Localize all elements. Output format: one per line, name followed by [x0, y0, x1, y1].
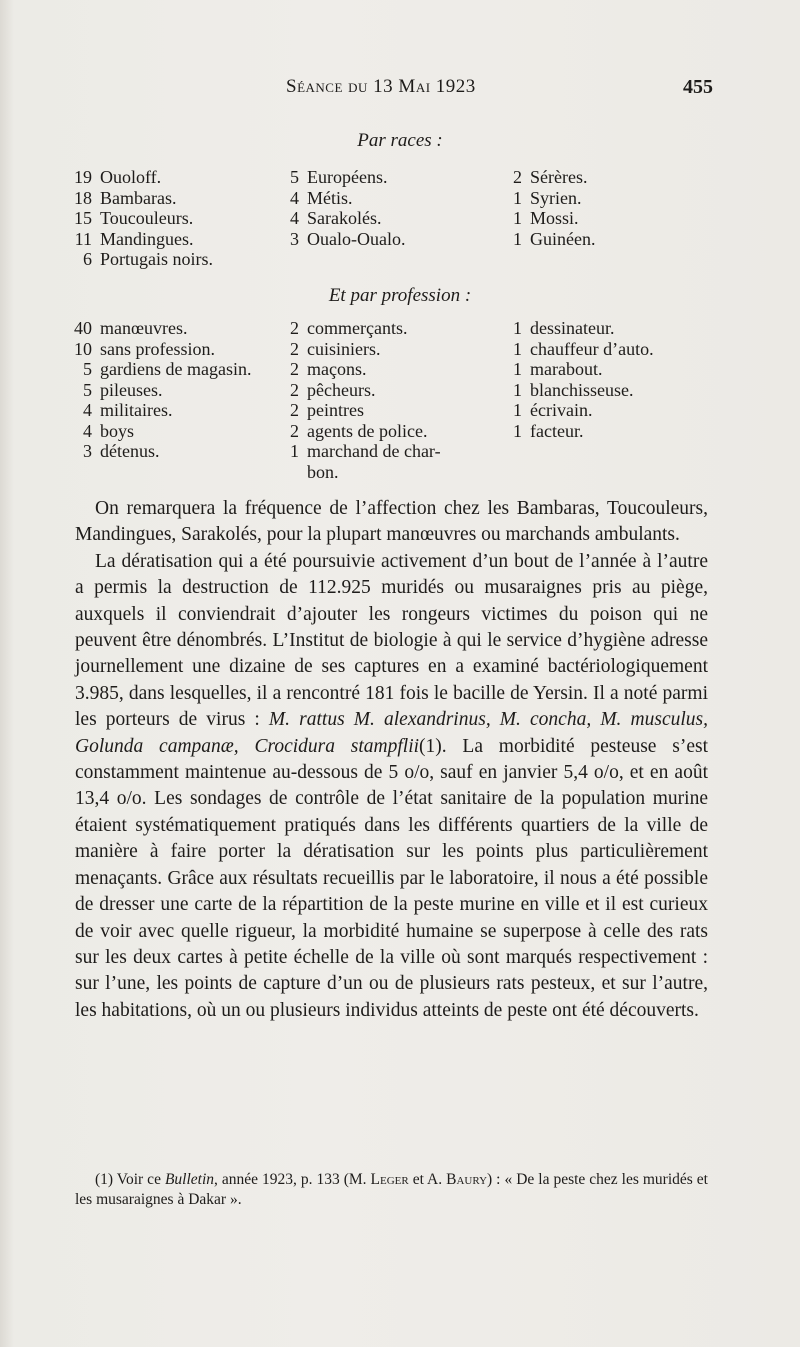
footnote-author-2: Baury [446, 1171, 488, 1188]
paragraph-1: On remarquera la fréquence de l’affection chez les Bambaras, Toucouleurs, Mandingues, Sarakolés, pour la plupart manœuvres ou marchands ambulants. [75, 498, 708, 546]
paragraph-2-part-a: La dératisation qui a été poursuivie activement d’un bout de l’année à l’autre a permis la destruction de 112.925 muridés ou musaraignes pris au piège, auxquels il conviendrait d’ajouter les rongeurs victimes du poison qui ne peuvent être dénombrés. L’Institut de biologie à qui le service d’hygiène adresse journellement une dizaine de ses captures en a examiné bactériologiquement 3.985, dans lesquelles, il a rencontré 181 fois le bacille de Yersin. Il a noté parmi les porteurs de virus : [75, 550, 708, 731]
list-item [277, 462, 441, 483]
item-label: Sérères. [530, 167, 588, 187]
list-item [70, 359, 251, 380]
item-label: Mandingues. [100, 228, 194, 249]
item-label: Oualo-Oualo. [307, 228, 406, 249]
list-item [70, 441, 251, 462]
item-count: 1 [513, 379, 522, 400]
list-item [277, 400, 441, 421]
races-column-1 [70, 167, 213, 270]
list-item [70, 249, 213, 270]
item-count: 2 [290, 400, 299, 420]
profession-heading: Et par profession : [328, 285, 472, 306]
item-count: 6 [83, 249, 92, 269]
item-label: Métis. [307, 187, 353, 208]
item-label: Sarakolés. [307, 208, 382, 228]
item-label: marabout. [530, 359, 603, 379]
page-number: 455 [683, 76, 713, 98]
list-item [277, 421, 441, 442]
list-item [70, 421, 251, 442]
item-label: Mossi. [530, 208, 579, 228]
item-count: 2 [290, 359, 299, 379]
species-list: M. rattus M. alexandrinus, M. concha, M. musculus, Golunda campanæ, Crocidura stampflii [75, 709, 708, 757]
races-column-3 [500, 167, 595, 249]
list-item [70, 339, 251, 360]
item-count: 5 [83, 359, 92, 379]
list-item [277, 380, 441, 401]
list-item [277, 167, 405, 188]
item-label: maçons. [307, 359, 367, 379]
races-column-2 [277, 167, 405, 249]
item-count: 5 [83, 379, 92, 400]
item-count: 3 [83, 441, 92, 461]
item-count: 10 [74, 338, 92, 359]
item-count: 15 [74, 208, 92, 228]
races-heading: Par races : [357, 130, 443, 151]
list-item [70, 380, 251, 401]
footnote-journal: Bulletin [164, 1171, 215, 1188]
item-label: gardiens de magasin. [100, 359, 252, 379]
item-count: 2 [290, 318, 299, 338]
item-label: boys [100, 420, 135, 441]
list-item [70, 188, 213, 209]
page-header [0, 76, 800, 106]
list-item [500, 380, 654, 401]
item-count: 40 [74, 318, 92, 338]
item-count: 4 [83, 400, 92, 420]
item-label: Portugais noirs. [100, 249, 214, 269]
item-label: dessinateur. [530, 318, 615, 338]
item-count: 1 [290, 441, 299, 461]
paragraph-2 [75, 549, 708, 1024]
running-title: Séance du 13 Mai 1923 [286, 76, 476, 97]
list-item [500, 400, 654, 421]
item-label: Bambaras. [100, 187, 177, 208]
list-item [277, 229, 405, 250]
list-item [70, 167, 213, 188]
footnote [75, 1170, 708, 1210]
item-label: Toucouleurs. [100, 208, 194, 228]
list-item [70, 318, 251, 339]
item-count: 1 [513, 359, 522, 379]
item-count: 1 [513, 338, 522, 359]
item-count: 2 [290, 379, 299, 400]
paragraph-2-part-b: (1). La morbidité pesteuse s’est constamment maintenue au-dessous de 5 o/o, sauf en janvier 5,4 o/o, et en août 13,4 o/o. Les sondages de contrôle de l’état sanitaire de la population murine étaient systématiquement pratiqués dans les différents quartiers de la ville de manière à faire porter la dératisation sur les points plus particulièrement menaçants. Grâce aux résultats recueillis par le laboratoire, il nous a été possible de dresser une carte de la répartition de la peste murine en ville et il est curieux de voir avec quelle rigueur, la morbidité humaine se superpose à celle des rats sur les deux cartes à petite échelle de la ville où sont marqués respectivement : sur l’une, les points de capture d’un ou de plusieurs rats pesteux, et sur l’autre, les habitations, où un ou plusieurs individus atteints de peste ont été découverts. [75, 735, 708, 1021]
list-item [500, 229, 595, 250]
list-item [70, 400, 251, 421]
item-count: 11 [74, 228, 92, 249]
list-item [277, 318, 441, 339]
item-label: sans profession. [100, 338, 215, 359]
item-label: manœuvres. [100, 318, 188, 338]
item-label: détenus. [100, 441, 160, 461]
list-item [277, 441, 441, 462]
list-item [70, 229, 213, 250]
item-count: 18 [74, 187, 92, 208]
footnote-text-c: et A. [408, 1171, 447, 1188]
item-label: agents de police. [307, 420, 428, 441]
list-item [277, 359, 441, 380]
item-label: bon. [307, 461, 339, 482]
item-count: 1 [513, 228, 522, 249]
item-count: 4 [83, 420, 92, 441]
item-label: marchand de char- [307, 441, 441, 461]
item-count: 1 [513, 318, 522, 338]
profession-column-1 [70, 318, 251, 462]
list-item [277, 208, 405, 229]
body-text [75, 496, 708, 1024]
list-item [70, 208, 213, 229]
item-count: 2 [290, 420, 299, 441]
list-item [500, 318, 654, 339]
item-count: 4 [290, 208, 299, 228]
item-count: 2 [513, 167, 522, 187]
list-item [500, 167, 595, 188]
item-label: pêcheurs. [307, 379, 376, 400]
item-label: Européens. [307, 167, 388, 187]
list-item [500, 208, 595, 229]
footnote-author-1: Leger [370, 1171, 409, 1188]
footnote-text-d: ) : « De la peste chez les muridés et les musaraignes à Dakar ». [75, 1171, 708, 1208]
item-count: 5 [290, 167, 299, 187]
list-item [500, 339, 654, 360]
item-count: 2 [290, 338, 299, 359]
item-label: écrivain. [530, 400, 593, 420]
list-item [277, 339, 441, 360]
item-label: blanchisseuse. [530, 379, 634, 400]
item-count: 4 [290, 187, 299, 208]
item-label: facteur. [530, 420, 584, 441]
item-label: militaires. [100, 400, 173, 420]
item-count: 19 [74, 167, 92, 187]
item-label: pileuses. [100, 379, 163, 400]
footnote-text-a: (1) Voir ce [95, 1171, 165, 1188]
item-label: Guinéen. [530, 228, 596, 249]
item-label: peintres [307, 400, 364, 420]
footnote-text-b: , année 1923, p. 133 (M. [214, 1171, 371, 1188]
list-item [500, 421, 654, 442]
item-count: 1 [513, 420, 522, 441]
item-label: Syrien. [530, 187, 582, 208]
profession-column-2 [277, 318, 441, 482]
item-label: cuisiniers. [307, 338, 381, 359]
item-label: Ouoloff. [100, 167, 162, 187]
list-item [500, 188, 595, 209]
list-item [277, 188, 405, 209]
item-count: 3 [290, 228, 299, 249]
item-count: 1 [513, 187, 522, 208]
profession-column-3 [500, 318, 654, 441]
item-count: 1 [513, 208, 522, 228]
item-label: chauffeur d’auto. [530, 338, 654, 359]
item-label: commerçants. [307, 318, 408, 338]
item-count: 1 [513, 400, 522, 420]
list-item [500, 359, 654, 380]
